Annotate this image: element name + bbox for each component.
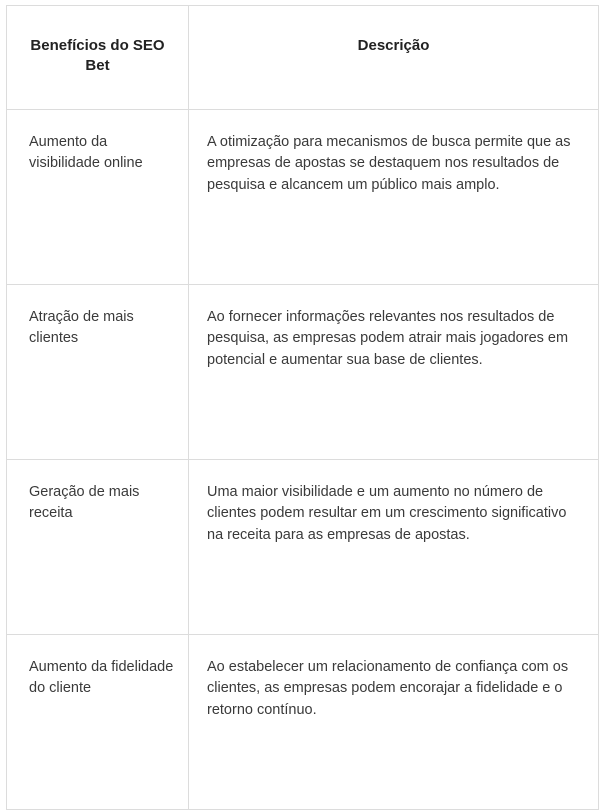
cell-description: A otimização para mecanismos de busca permite que as empresas de apostas se destaquem nos resultados de pesquisa e alcancem um público mais amplo. bbox=[189, 109, 599, 284]
table-header-row bbox=[7, 6, 599, 110]
table-row bbox=[7, 634, 599, 809]
cell-description: Ao fornecer informações relevantes nos resultados de pesquisa, as empresas podem atrair mais jogadores em potencial e aumentar sua base de clientes. bbox=[189, 284, 599, 459]
table-row bbox=[7, 284, 599, 459]
table-head bbox=[7, 6, 599, 110]
cell-description: Ao estabelecer um relacionamento de confiança com os clientes, as empresas podem encorajar a fidelidade e o retorno contínuo. bbox=[189, 634, 599, 809]
table-body bbox=[7, 109, 599, 809]
column-header-description: Descrição bbox=[189, 6, 599, 110]
cell-benefit: Atração de mais clientes bbox=[7, 284, 189, 459]
cell-description: Uma maior visibilidade e um aumento no número de clientes podem resultar em um crescimento significativo na receita para as empresas de apostas. bbox=[189, 459, 599, 634]
benefits-table bbox=[6, 5, 599, 810]
column-header-benefit: Benefícios do SEO Bet bbox=[7, 6, 189, 110]
table-row bbox=[7, 459, 599, 634]
cell-benefit: Aumento da visibilidade online bbox=[7, 109, 189, 284]
cell-benefit: Geração de mais receita bbox=[7, 459, 189, 634]
cell-benefit: Aumento da fidelidade do cliente bbox=[7, 634, 189, 809]
table-row bbox=[7, 109, 599, 284]
